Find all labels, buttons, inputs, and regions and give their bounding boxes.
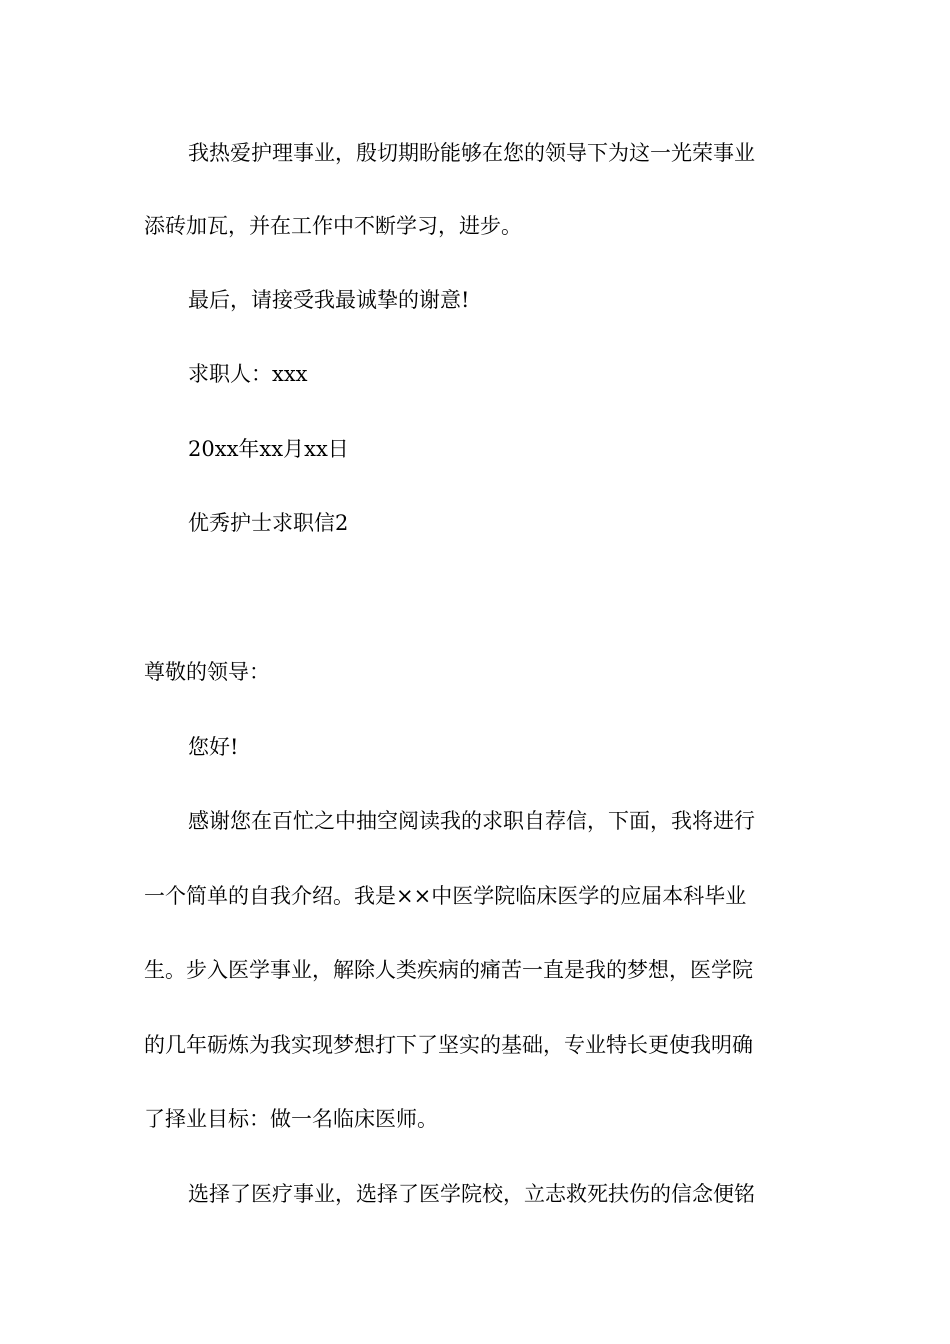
paragraph-line: 的几年砺炼为我实现梦想打下了坚实的基础，专业特长更使我明确 — [144, 1033, 753, 1057]
greeting: 您好! — [188, 735, 239, 759]
paragraph-line: 生。步入医学事业，解除人类疾病的痛苦一直是我的梦想，医学院 — [144, 958, 753, 982]
paragraph-line: 一个简单的自我介绍。我是××中医学院临床医学的应届本科毕业 — [144, 884, 747, 908]
paragraph-line: 选择了医疗事业，选择了医学院校，立志救死扶伤的信念便铭 — [188, 1182, 755, 1206]
paragraph-line: 感谢您在百忙之中抽空阅读我的求职自荐信，下面，我将进行 — [188, 809, 755, 833]
paragraph-line: 最后，请接受我最诚挚的谢意! — [188, 288, 470, 312]
paragraph-line: 了择业目标：做一名临床医师。 — [144, 1107, 438, 1131]
section-title: 优秀护士求职信2 — [188, 511, 349, 535]
applicant-line: 求职人：xxx — [188, 362, 308, 386]
paragraph-line: 添砖加瓦，并在工作中不断学习，进步。 — [144, 214, 522, 238]
salutation: 尊敬的领导： — [144, 660, 270, 684]
date-line: 20xx年xx月xx日 — [188, 437, 349, 461]
paragraph-line: 我热爱护理事业，殷切期盼能够在您的领导下为这一光荣事业 — [188, 141, 755, 165]
